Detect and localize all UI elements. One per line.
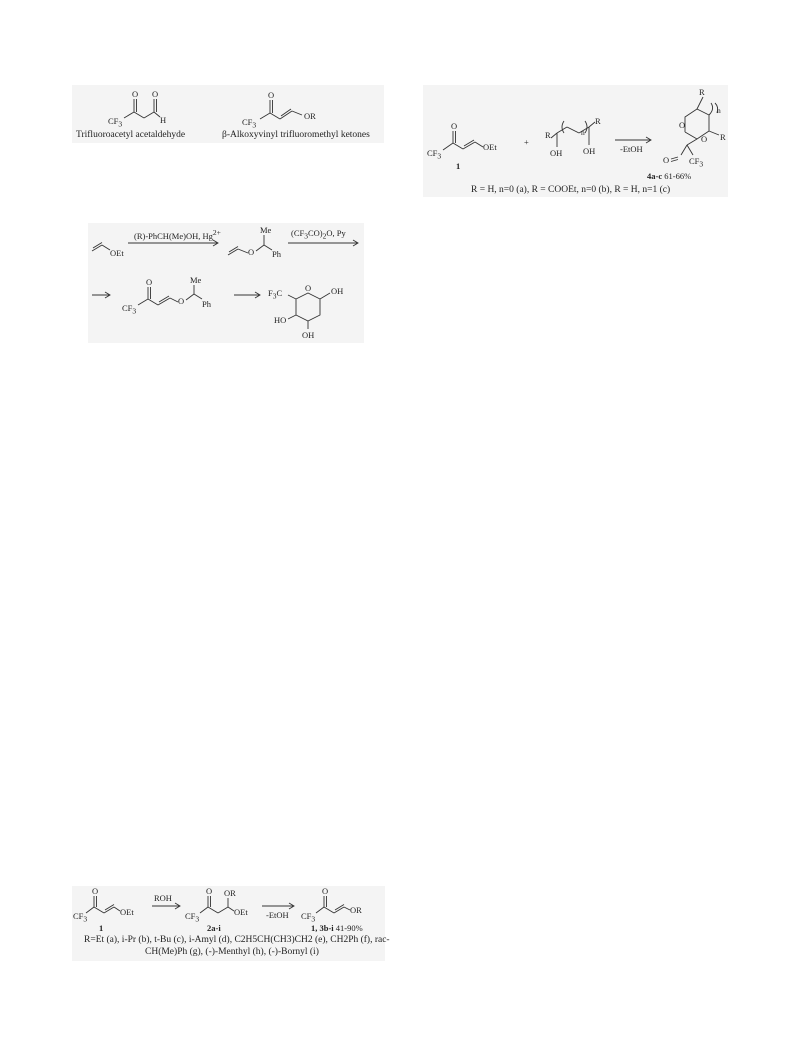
intermediate-label: 2a-i <box>207 923 221 933</box>
o-label: O <box>322 886 329 896</box>
product-yield: 4a-c 61-66% <box>647 171 692 181</box>
me-label: Me <box>190 275 202 285</box>
cf3-label: $CF_3$ <box>122 303 137 316</box>
o-label: O <box>701 134 708 144</box>
scheme-transacetalization <box>72 886 390 961</box>
oh-label: OH <box>550 148 563 158</box>
reagent-tfaa-pyridine: $(CF_3CO)_2O$, Py <box>291 228 346 241</box>
arrow-label-etoh: -EtOH <box>620 144 643 154</box>
o-label: O <box>178 296 185 306</box>
scheme-trifluoroacetyl-structures <box>72 85 384 143</box>
o-label: O <box>152 89 159 99</box>
cf3-label: $CF_3$ <box>689 156 704 169</box>
o-label: O <box>132 89 139 99</box>
me-label: Me <box>260 225 272 235</box>
r-label: R <box>545 130 551 140</box>
o-label: O <box>206 886 213 896</box>
n-subscript: n <box>581 128 585 137</box>
scheme2-conditions: R = H, n=0 (a), R = COOEt, n=0 (b), R = H, n=1 (c) <box>471 185 671 195</box>
scheme-chiral-sugar-synthesis <box>88 223 364 343</box>
aldehyde-h-label: H <box>160 115 167 125</box>
scheme-dioxane-synthesis <box>423 85 728 197</box>
oet-label: OEt <box>110 248 124 258</box>
scheme4-substituents-line1: R=Et (a), i-Pr (b), t-Bu (c), i-Amyl (d), C2H5CH(CH3)CH2 (e), CH2Ph (f), rac- <box>84 935 390 945</box>
arrow-label-etoh: -EtOH <box>266 910 289 920</box>
o-label: O <box>268 90 275 100</box>
cf3-label: $CF_3$ <box>301 911 316 924</box>
oh-label: OH <box>302 330 315 340</box>
oh-label: OH <box>331 286 344 296</box>
oet-label: OEt <box>483 142 497 152</box>
ho-label: HO <box>274 315 287 325</box>
scheme4-substituents-line2: CH(Me)Ph (g), (-)-Menthyl (h), (-)-Bornyl (i) <box>145 947 319 957</box>
product-yield: 1, 3b-i 41-90% <box>311 923 363 933</box>
oet-label: OEt <box>234 907 248 917</box>
oet-label: OEt <box>120 907 134 917</box>
o-label: O <box>679 120 686 130</box>
or-label: OR <box>304 111 316 121</box>
cf3-label: $CF_3$ <box>108 116 123 129</box>
compound-1-label: 1 <box>99 923 104 933</box>
o-label: O <box>305 283 312 293</box>
r-label: R <box>720 132 726 142</box>
scheme3-bonds <box>88 223 364 343</box>
r-label: R <box>699 87 705 97</box>
or-label: OR <box>224 888 236 898</box>
f3c-label: $F_3C$ <box>268 288 283 301</box>
cf3-label: $CF_3$ <box>73 911 88 924</box>
oh-label: OH <box>583 146 596 156</box>
o-label: O <box>663 155 670 165</box>
compound-1-label: 1 <box>456 161 461 171</box>
cf3-label: $CF_3$ <box>427 148 442 161</box>
reagent-roh: ROH <box>154 893 172 903</box>
cf3-label: $CF_3$ <box>242 117 257 130</box>
caption-alkoxyvinyl-ketones: β-Alkoxyvinyl trifluoromethyl ketones <box>222 130 370 140</box>
reagent-phenylethanol-hg: (R)-PhCH(Me)OH, $Hg^{2+}$ <box>134 228 221 241</box>
r-label: R <box>595 116 601 126</box>
o-label: O <box>248 247 255 257</box>
caption-trifluoroacetyl-acetaldehyde: Trifluoroacetyl acetaldehyde <box>76 130 186 140</box>
ph-label: Ph <box>202 299 211 309</box>
o-label: O <box>451 121 458 131</box>
o-label: O <box>146 277 153 287</box>
ph-label: Ph <box>272 249 281 259</box>
plus-sign: + <box>524 137 529 147</box>
n-subscript: n <box>717 106 721 115</box>
o-label: O <box>92 886 99 896</box>
or-label: OR <box>350 905 362 915</box>
cf3-label: $CF_3$ <box>185 911 200 924</box>
